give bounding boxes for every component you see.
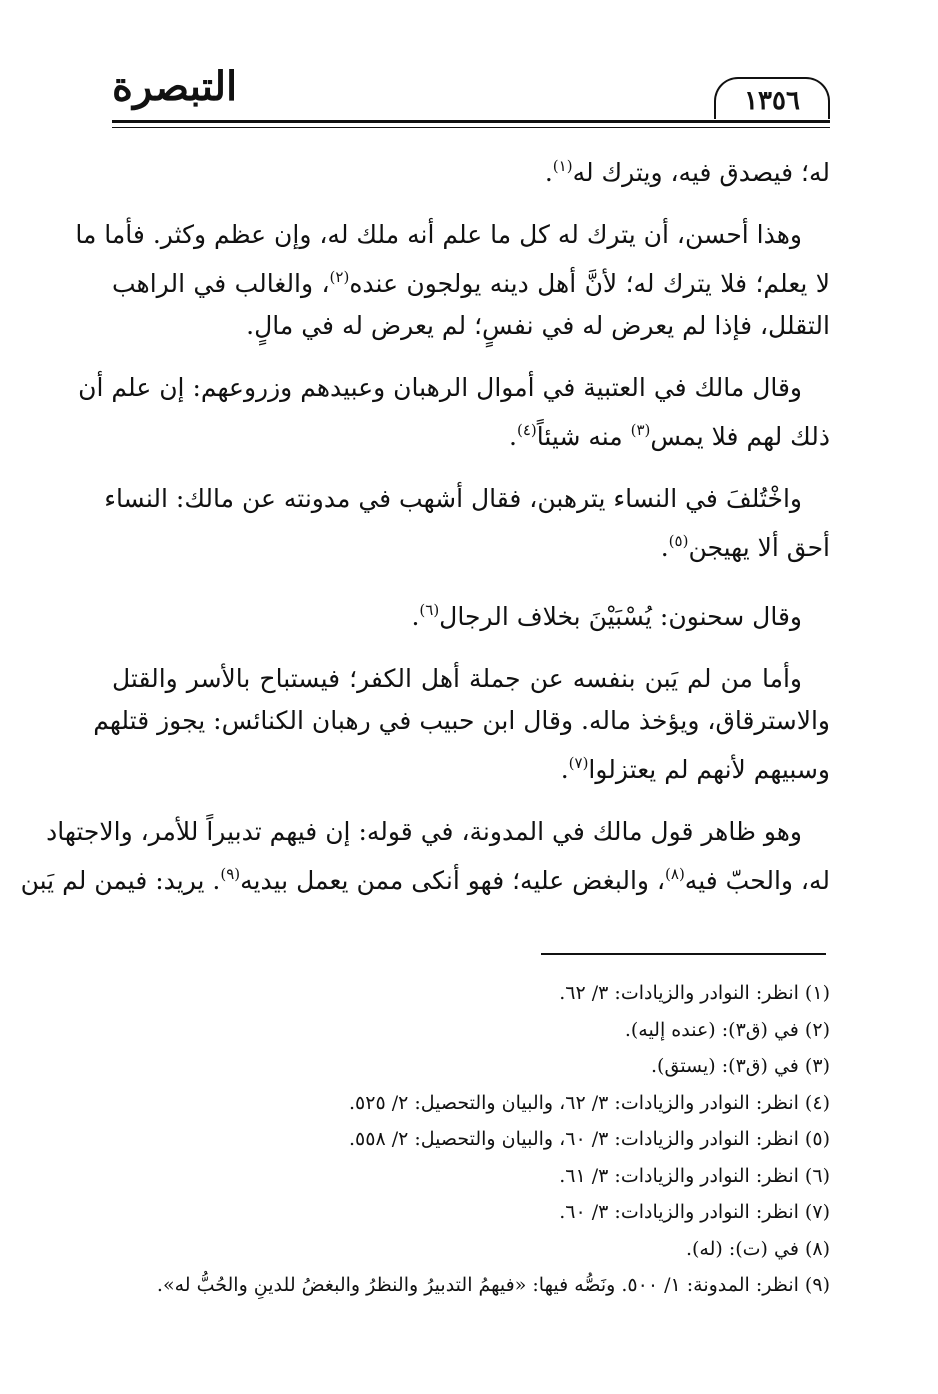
footnote-ref: (٩) bbox=[220, 865, 241, 883]
footnote-3: (٣) في (ق٣): (يستق). bbox=[651, 1055, 830, 1077]
footnote-ref: (٤) bbox=[516, 421, 537, 439]
footnote-4: (٤) انظر: النوادر والزيادات: ٣/ ٦٢، والبيان والتحصيل: ٢/ ٥٢٥. bbox=[348, 1091, 830, 1114]
page-number: ١٣٥٦ bbox=[714, 77, 830, 119]
footnote-ref: (٦) bbox=[419, 601, 440, 619]
paragraph-2-line-1: وهذا أحسن، أن يترك له كل ما علم أنه ملك له، وإن عظم وكثر. فأما ما bbox=[75, 220, 802, 249]
footnote-ref: (٣) bbox=[630, 421, 651, 439]
paragraph-6-line-2: والاسترقاق، ويؤخذ ماله. وقال ابن حبيب في رهبان الكنائس: يجوز قتلهم bbox=[93, 706, 830, 735]
header-rule bbox=[112, 120, 830, 123]
paragraph-2-line-3: التقلل، فإذا لم يعرض له في نفسٍ؛ لم يعرض له في مالٍ. bbox=[246, 311, 830, 340]
paragraph-4-line-1: واخْتُلفَ في النساء يترهبن، فقال أشهب في مدونته عن مالك: النساء bbox=[104, 484, 802, 513]
footnote-ref: (١) bbox=[552, 157, 573, 175]
footnotes bbox=[112, 975, 830, 1304]
footnote-ref: (٥) bbox=[668, 532, 689, 550]
paragraph-7-line-1: وهو ظاهر قول مالك في المدونة، في قوله: إن فيهم تدبيراً للأمر، والاجتهاد bbox=[46, 817, 802, 846]
footnote-8: (٨) في (ت): (له). bbox=[685, 1237, 830, 1260]
paragraph-5-line-1: وقال سحنون: يُسْبَيْنَ بخلاف الرجال$^{(٦)}$. bbox=[411, 601, 802, 631]
header-rule-thin bbox=[112, 127, 830, 128]
paragraph-6-line-3: وسبيهم لأنهم لم يعتزلوا$^{(٧)}$. bbox=[560, 754, 830, 784]
footnote-6: (٦) انظر: النوادر والزيادات: ٣/ ٦١. bbox=[559, 1164, 830, 1187]
main-text bbox=[20, 145, 830, 902]
paragraph-4-line-2: أحق ألا يهيجن$^{(٥)}$. bbox=[660, 532, 830, 562]
footnote-ref: (٧) bbox=[568, 754, 589, 772]
paragraph-3-line-1: وقال مالك في العتبية في أموال الرهبان وعبيدهم وزروعهم: إن علم أن bbox=[78, 373, 802, 402]
footnote-2: (٢) في (ق٣): (عنده إليه). bbox=[624, 1018, 830, 1041]
footnote-1: (١) انظر: النوادر والزيادات: ٣/ ٦٢. bbox=[559, 982, 830, 1004]
footnote-ref: (٨) bbox=[665, 865, 685, 883]
footnote-5: (٥) انظر: النوادر والزيادات: ٣/ ٦٠، والبيان والتحصيل: ٢/ ٥٥٨. bbox=[348, 1128, 830, 1150]
book-title: التبصرة bbox=[112, 63, 238, 110]
paragraph-2-line-2: لا يعلم؛ فلا يترك له؛ لأنَّ أهل دينه يولجون عنده$^{(٢)}$، والغالب في الراهب bbox=[112, 268, 830, 298]
paragraph-6-line-1: وأما من لم يَبن بنفسه عن جملة أهل الكفر؛ فيستباح بالأسر والقتل bbox=[112, 664, 802, 693]
footnote-9: (٩) انظر: المدونة: ١/ ٥٠٠. ونَصُّه فيها: «فيهمُ التدبيرُ والنظرُ والبغضُ للدينِ والحُبُّ له». bbox=[156, 1274, 830, 1296]
paragraph-1-line-1: له؛ فيصدق فيه، ويترك له$^{(١)}$. bbox=[544, 157, 830, 187]
footnote-7: (٧) انظر: النوادر والزيادات: ٣/ ٦٠. bbox=[559, 1201, 830, 1223]
paragraph-7-line-2: له، والحبّ فيه$^{(٨)}$، والبغض عليه؛ فهو أنكى ممن يعمل بيديه$^{(٩)}$. يريد: فيمن لم يَبن bbox=[20, 865, 830, 895]
footnote-separator bbox=[541, 953, 826, 955]
paragraph-3-line-2: ذلك لهم فلا يمس$^{(٣)}$ منه شيئاً$^{(٤)}$. bbox=[509, 421, 830, 451]
footnote-ref: (٢) bbox=[329, 268, 350, 286]
page-header bbox=[112, 55, 830, 125]
